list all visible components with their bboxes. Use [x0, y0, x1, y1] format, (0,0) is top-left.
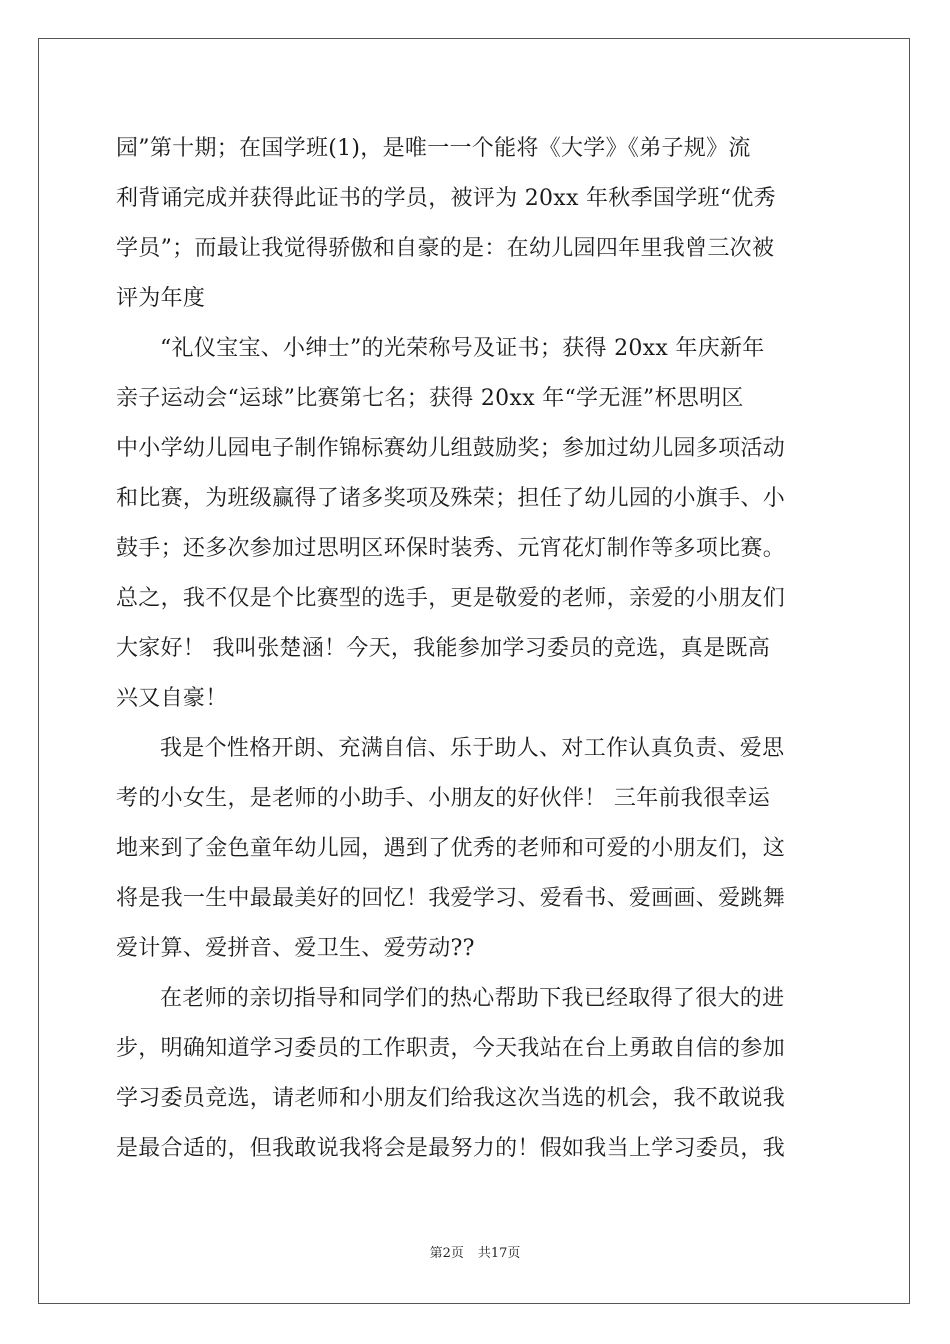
text-line: 评为年度 [116, 286, 206, 311]
page-footer [0, 1245, 950, 1263]
text-line: “礼仪宝宝、小绅士”的光荣称号及证书；获得 20xx 年庆新年 [160, 336, 765, 361]
text-line: 大家好！ 我叫张楚涵！今天，我能参加学习委员的竞选，真是既高 [116, 636, 770, 661]
text-line: 兴又自豪！ [116, 686, 228, 711]
text-line: 步，明确知道学习委员的工作职责，今天我站在台上勇敢自信的参加 [116, 1036, 786, 1061]
text-line: 和比赛，为班级赢得了诸多奖项及殊荣；担任了幼儿园的小旗手、小 [116, 486, 786, 511]
text-line: 总之，我不仅是个比赛型的选手，更是敬爱的老师，亲爱的小朋友们 [116, 586, 786, 611]
text-line: 爱计算、爱拼音、爱卫生、爱劳动?? [116, 936, 475, 961]
page-number: 第2页 [429, 1246, 464, 1261]
text-line: 学员”；而最让我觉得骄傲和自豪的是：在幼儿园四年里我曾三次被 [116, 236, 775, 261]
page-total: 共17页 [477, 1246, 521, 1261]
text-line: 将是我一生中最最美好的回忆！我爱学习、爱看书、爱画画、爱跳舞 [116, 886, 786, 911]
text-line: 鼓手；还多次参加过思明区环保时装秀、元宵花灯制作等多项比赛。 [116, 536, 786, 561]
text-line: 我是个性格开朗、充满自信、乐于助人、对工作认真负责、爱思 [160, 736, 785, 761]
text-line: 利背诵完成并获得此证书的学员，被评为 20xx 年秋季国学班“优秀 [116, 186, 776, 211]
text-line: 考的小女生，是老师的小助手、小朋友的好伙伴！ 三年前我很幸运 [116, 786, 770, 811]
text-line: 园”第十期；在国学班(1)，是唯一一个能将《大学》《弟子规》流 [116, 136, 751, 161]
text-line: 亲子运动会“运球”比赛第七名；获得 20xx 年“学无涯”杯思明区 [116, 386, 744, 411]
text-line: 中小学幼儿园电子制作锦标赛幼儿组鼓励奖；参加过幼儿园多项活动 [116, 436, 786, 461]
text-line: 是最合适的，但我敢说我将会是最努力的！假如我当上学习委员，我 [116, 1136, 786, 1161]
text-line: 学习委员竞选，请老师和小朋友们给我这次当选的机会，我不敢说我 [116, 1086, 786, 1111]
text-line: 地来到了金色童年幼儿园，遇到了优秀的老师和可爱的小朋友们，这 [116, 836, 786, 861]
text-line: 在老师的亲切指导和同学们的热心帮助下我已经取得了很大的进 [160, 986, 785, 1011]
